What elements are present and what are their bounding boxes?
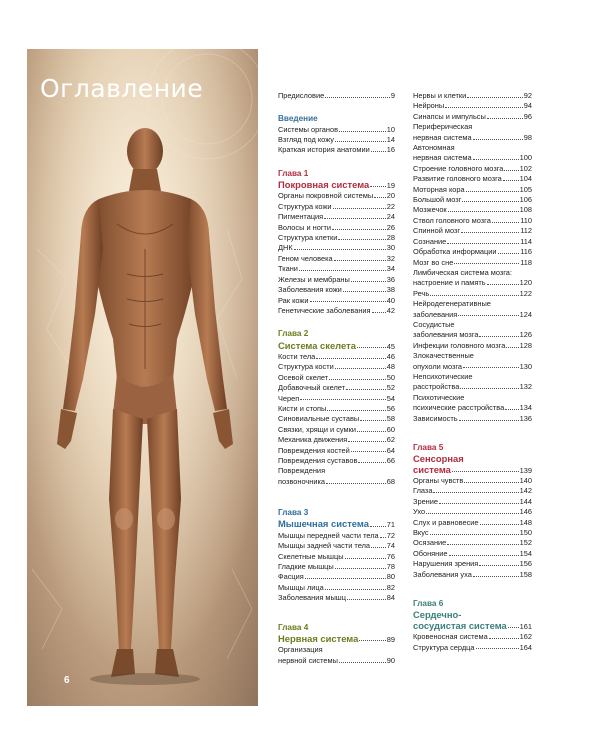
toc-column-2 (413, 92, 532, 654)
toc-entry[interactable]: Строение головного мозга 102 (413, 163, 532, 173)
chapter-2-title[interactable]: Система скелета 45 (278, 339, 395, 351)
toc-entry[interactable]: заболевания 124 (413, 309, 532, 319)
toc-entry[interactable]: Инфекции головного мозга 128 (413, 340, 532, 350)
toc-entry[interactable]: Структура кости 48 (278, 362, 395, 372)
chapter-5-title[interactable]: система 139 (413, 463, 532, 475)
toc-entry[interactable]: Мышцы задней части тела 74 (278, 541, 395, 551)
toc-entry[interactable]: нервная система 100 (413, 153, 532, 163)
toc-entry[interactable]: Заболевания уха 158 (413, 569, 532, 579)
chapter-2-label: Глава 2 (278, 329, 309, 339)
toc-entry[interactable]: Спинной мозг 112 (413, 226, 532, 236)
toc-entry[interactable]: Глаза 142 (413, 486, 532, 496)
toc-entry-line[interactable]: Психотические (413, 392, 465, 402)
chapter-5-label: Глава 5 (413, 443, 444, 452)
toc-entry-preface[interactable]: Предисловие 9 (278, 91, 395, 100)
toc-entry[interactable]: Череп 54 (278, 393, 395, 403)
toc-entry-line[interactable]: Периферическая (413, 122, 473, 132)
toc-entry-line[interactable]: Нейродегенеративные (413, 299, 491, 309)
toc-entry-line[interactable]: Организация (278, 645, 323, 655)
toc-entry[interactable]: Волосы и ногти 26 (278, 222, 395, 232)
toc-entry[interactable]: Связки, хрящи и сумки 60 (278, 424, 395, 434)
toc-entry[interactable]: Заболевания мышц 84 (278, 593, 395, 603)
chapter-1-title[interactable]: Покровная система 19 (278, 179, 395, 191)
toc-column-1 (278, 92, 395, 667)
toc-entry[interactable]: нервной системы 90 (278, 655, 395, 665)
chapter-1-label: Глава 1 (278, 168, 309, 178)
toc-list-intro (278, 126, 395, 154)
toc-entry[interactable]: Структура кожи 22 (278, 201, 395, 211)
toc-list-chapter-1 (278, 192, 395, 314)
toc-entry[interactable]: расстройства 132 (413, 382, 532, 392)
toc-entry[interactable]: Структура сердца 164 (413, 642, 532, 652)
toc-entry[interactable]: Синапсы и импульсы 96 (413, 111, 532, 121)
toc-list-chapter-4 (278, 646, 395, 664)
toc-entry[interactable]: Мышцы передней части тела 72 (278, 530, 395, 540)
toc-entry[interactable]: Синовиальные суставы 58 (278, 414, 395, 424)
toc-entry[interactable]: Железы и мембраны 36 (278, 274, 395, 284)
toc-entry[interactable]: нервная система 98 (413, 132, 532, 142)
toc-entry[interactable]: Речь 122 (413, 288, 532, 298)
page-number: 6 (64, 675, 70, 686)
toc-entry[interactable]: Генетические заболевания 42 (278, 305, 395, 315)
toc-list-chapter-5 (413, 477, 532, 578)
toc-entry[interactable]: Пигментация 24 (278, 212, 395, 222)
toc-entry-line[interactable]: Повреждения (278, 466, 326, 476)
toc-entry[interactable]: Повреждения суставов 66 (278, 455, 395, 465)
toc-entry[interactable]: Мозг во сне 118 (413, 257, 532, 267)
chapter-4-label: Глава 4 (278, 622, 309, 632)
chapter-3-title[interactable]: Мышечная система 71 (278, 518, 395, 530)
toc-entry[interactable]: Повреждения костей 64 (278, 445, 395, 455)
toc-entry[interactable]: Кисти и стопы 56 (278, 403, 395, 413)
toc-entry[interactable]: Структура клетки 28 (278, 233, 395, 243)
toc-entry[interactable]: психические расстройства 134 (413, 403, 532, 413)
toc-entry[interactable]: Сознание 114 (413, 236, 532, 246)
toc-entry[interactable]: Ухо 146 (413, 507, 532, 517)
toc-entry[interactable]: Рак кожи 40 (278, 295, 395, 305)
toc-entry[interactable]: Кровеносная система 162 (413, 632, 532, 642)
toc-entry[interactable]: Нарушения зрения 156 (413, 559, 532, 569)
toc-entry[interactable]: Нервы и клетки 92 (413, 91, 532, 100)
chapter-6-title[interactable]: сосудистая система 161 (413, 619, 532, 631)
toc-entry-line[interactable]: Злокачественные (413, 351, 474, 361)
toc-entry[interactable]: Зависимость 136 (413, 413, 532, 423)
toc-entry[interactable]: Фасция 80 (278, 572, 395, 582)
toc-entry[interactable]: Ствол головного мозга 110 (413, 215, 532, 225)
toc-entry[interactable]: Добавочный скелет 52 (278, 383, 395, 393)
toc-entry[interactable]: Мозжечок 108 (413, 205, 532, 215)
toc-entry[interactable]: Мышцы лица 82 (278, 582, 395, 592)
toc-entry[interactable]: позвоночника 68 (278, 476, 395, 486)
toc-entry[interactable]: опухоли мозга 130 (413, 361, 532, 371)
toc-entry[interactable]: Нейроны 94 (413, 101, 532, 111)
toc-entry-line[interactable]: Непсихотические (413, 371, 473, 381)
toc-entry[interactable]: Вкус 150 (413, 528, 532, 538)
toc-list-chapter-2 (278, 353, 395, 485)
toc-entry[interactable]: Моторная кора 105 (413, 184, 532, 194)
chapter-6-title-line-1[interactable]: Сердечно- (413, 609, 462, 621)
toc-entry[interactable]: Системы органов 10 (278, 124, 395, 134)
page-title: Оглавление (40, 74, 204, 103)
toc-list-chapter-6 (413, 633, 532, 651)
toc-entry[interactable]: Зрение 144 (413, 496, 532, 506)
chapter-6-label: Глава 6 (413, 599, 444, 609)
toc-entry[interactable]: Развитие головного мозга 104 (413, 174, 532, 184)
toc-entry[interactable]: настроение и память 120 (413, 278, 532, 288)
toc-entry-line[interactable]: Лимбическая система мозга: (413, 267, 512, 277)
toc-entry[interactable]: Осевой скелет 50 (278, 372, 395, 382)
anatomy-illustration-panel (27, 49, 258, 706)
toc-entry-line[interactable]: Автономная (413, 143, 455, 153)
toc-entry[interactable]: Гладкие мышцы 78 (278, 562, 395, 572)
toc-entry[interactable]: Ткани 34 (278, 264, 395, 274)
toc-entry[interactable]: Взгляд под кожу 14 (278, 135, 395, 145)
toc-entry[interactable]: Заболевания кожи 38 (278, 285, 395, 295)
chapter-4-title[interactable]: Нервная система 89 (278, 632, 395, 644)
chapter-3-label: Глава 3 (278, 508, 309, 518)
toc-entry[interactable]: Краткая история анатомии 16 (278, 145, 395, 155)
toc-list-chapter-3 (278, 532, 395, 602)
toc-entry[interactable]: ДНК 30 (278, 243, 395, 253)
toc-entry[interactable]: Большой мозг 106 (413, 195, 532, 205)
muscular-figure-illustration (27, 49, 258, 706)
toc-entry[interactable]: заболевания мозга 126 (413, 330, 532, 340)
toc-entry[interactable]: Кости тела 46 (278, 351, 395, 361)
toc-entry[interactable]: Геном человека 32 (278, 253, 395, 263)
chapter-5-title-line-1[interactable]: Сенсорная (413, 453, 464, 465)
toc-entry[interactable]: Обработка информации 116 (413, 247, 532, 257)
toc-entry[interactable]: Осязание 152 (413, 538, 532, 548)
section-head-intro: Введение (278, 114, 318, 124)
toc-entry[interactable]: Обоняние 154 (413, 548, 532, 558)
toc-entry[interactable]: Механика движения 62 (278, 435, 395, 445)
toc-entry-line[interactable]: Сосудистые (413, 319, 455, 329)
toc-entry[interactable]: Скелетные мышцы 76 (278, 551, 395, 561)
toc-entry[interactable]: Органы чувств 140 (413, 476, 532, 486)
toc-entry[interactable]: Органы покровной системы 20 (278, 191, 395, 201)
toc-entry[interactable]: Слух и равновесие 148 (413, 517, 532, 527)
